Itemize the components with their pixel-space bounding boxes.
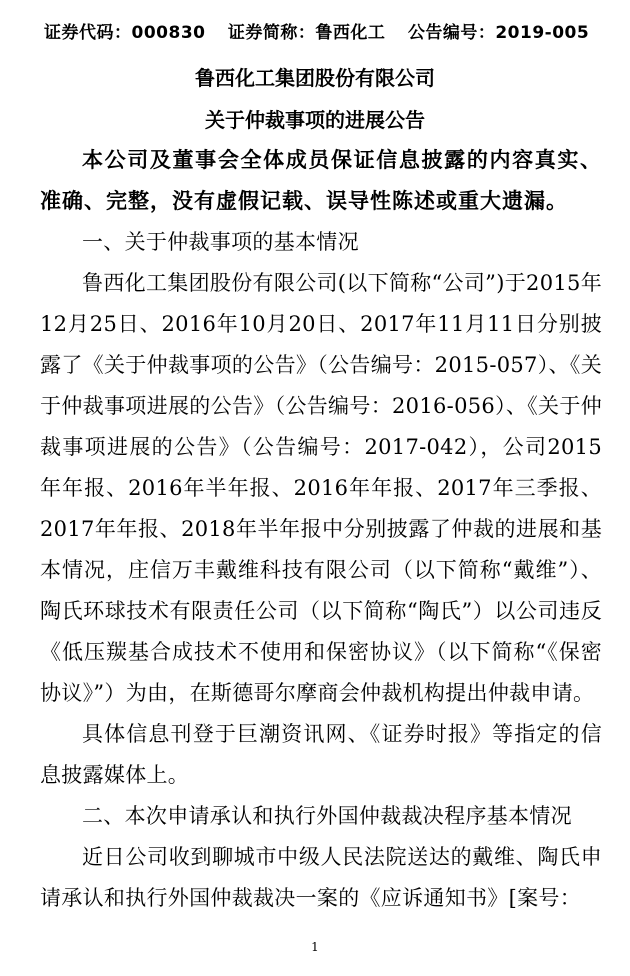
section1-info: 具体信息刊登于巨潮资讯网、《证券时报》等指定的信息披露媒体上。 — [40, 722, 602, 787]
notice-number: 公告编号：2019-005 — [407, 23, 590, 43]
board-statement: 本公司及董事会全体成员保证信息披露的内容真实、准确、完整，没有虚假记载、误导性陈述或重大遗漏。 — [40, 148, 602, 213]
section2-body: 近日公司收到聊城市中级人民法院送达的戴维、陶氏申请承认和执行外国仲裁裁决一案的《应诉通知书》[案号： — [40, 845, 602, 910]
stock-code: 证券代码：000830 — [44, 23, 206, 43]
page-number: 1 — [311, 940, 319, 954]
section1-body: 鲁西化工集团股份有限公司(以下简称“公司”)于2015年12月25日、2016年10月20日、2017年11月11日分别披露了《关于仲裁事项的公告》（公告编号：2015-057）、《关于仲裁事项进展的公告》（公告编号：2016-056）、《关于仲裁事项进展的公告》（公告编号：2017-042），公司2015年年报、2016年半年报、2016年年报、2017年三季报、2017年年报、2018年半年报中分别披露了仲裁的进展和基本情况，庄信万丰戴维科技有限公司（以下简称“戴维”）、陶氏环球技术有限责任公司（以下简称“陶氏”）以公司违反《低压羰基合成技术不使用和保密协议》（以下简称“《保密协议》”）为由，在斯德哥尔摩商会仲裁机构提出仲裁申请。 — [40, 271, 602, 705]
section1-heading: 一、关于仲裁事项的基本情况 — [82, 230, 359, 254]
section2-heading: 二、本次申请承认和执行外国仲裁裁决程序基本情况 — [82, 804, 572, 828]
company-title: 鲁西化工集团股份有限公司 — [195, 66, 435, 90]
stock-header — [44, 18, 604, 43]
notice-title: 关于仲裁事项的进展公告 — [205, 108, 425, 132]
stock-short-name: 证券简称：鲁西化工 — [227, 23, 386, 43]
document-body — [40, 140, 602, 919]
